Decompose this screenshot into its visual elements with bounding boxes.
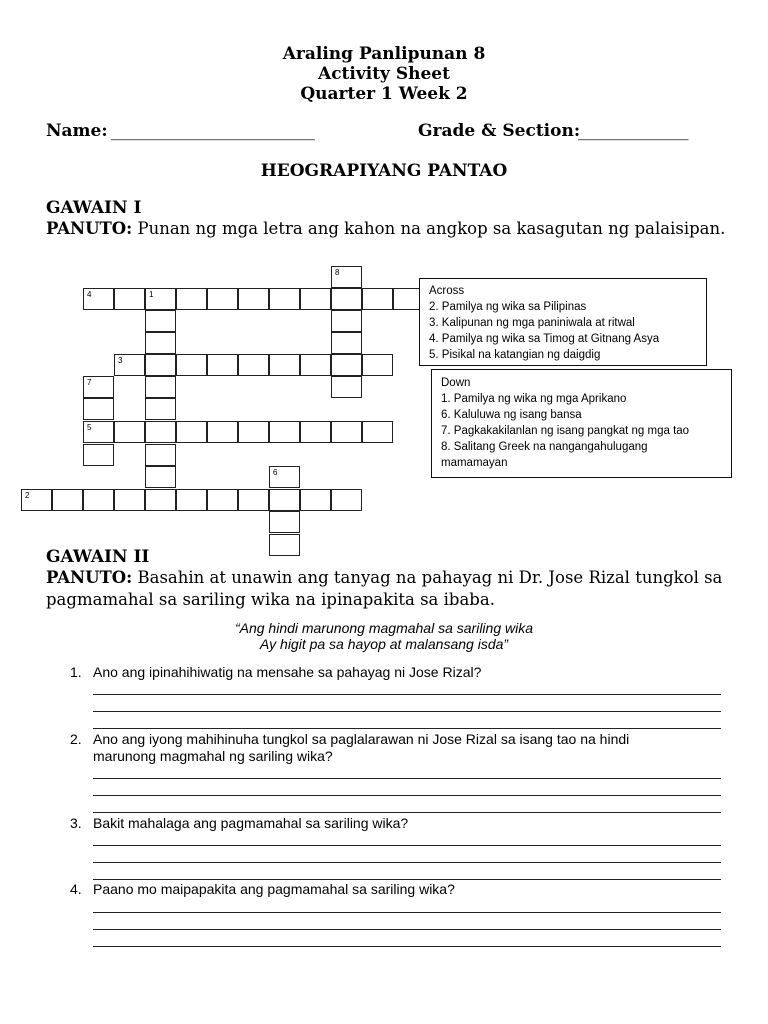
panuto-label: PANUTO:	[46, 568, 133, 587]
panuto-text: Basahin at unawin ang tanyag na pahayag ni Dr. Jose Rizal tungkol sa	[137, 568, 723, 587]
answer-line[interactable]	[93, 711, 721, 712]
quarter-title: Quarter 1 Week 2	[300, 84, 468, 104]
question-text: Ano ang ipinahihiwatig na mensahe sa pahayag ni Jose Rizal?	[93, 664, 482, 680]
crossword-cell[interactable]	[300, 421, 331, 443]
answer-line[interactable]	[93, 929, 721, 930]
crossword-cell[interactable]	[176, 421, 207, 443]
crossword-cell[interactable]	[207, 421, 238, 443]
panuto-label: PANUTO:	[46, 219, 133, 238]
crossword-cell[interactable]	[207, 354, 238, 376]
clue-number: 6	[273, 468, 278, 477]
crossword-cell[interactable]	[207, 489, 238, 511]
crossword-cell[interactable]	[331, 332, 362, 354]
question-text: Paano mo maipapakita ang pagmamahal sa sariling wika?	[93, 881, 455, 897]
crossword-cell[interactable]	[269, 489, 300, 511]
question-number: 4.	[70, 881, 82, 897]
question-number: 2.	[70, 731, 82, 747]
crossword-cell[interactable]	[114, 354, 145, 376]
down-clues-box	[431, 369, 732, 478]
answer-line[interactable]	[93, 862, 721, 863]
crossword-cell[interactable]	[238, 489, 269, 511]
crossword-cell[interactable]	[176, 288, 207, 310]
crossword-cell[interactable]	[145, 354, 176, 376]
rizal-quote-line2: Ay higit pa sa hayop at malansang isda”	[259, 636, 509, 652]
answer-line[interactable]	[93, 946, 721, 947]
clue-number: 8	[335, 268, 340, 277]
crossword-cell[interactable]	[83, 376, 114, 398]
clue-number: 1	[149, 290, 154, 299]
clue-number: 2	[25, 491, 30, 500]
crossword-cell[interactable]	[83, 288, 114, 310]
crossword-cell[interactable]	[238, 354, 269, 376]
crossword-cell[interactable]	[269, 288, 300, 310]
question-text: marunong magmahal ng sariling wika?	[93, 748, 333, 764]
across-clues-box	[419, 278, 707, 366]
answer-line[interactable]	[93, 778, 721, 779]
question-number: 1.	[70, 664, 82, 680]
gawain2-instructions-line1	[46, 567, 722, 589]
crossword-cell[interactable]	[145, 466, 176, 488]
crossword-cell[interactable]	[83, 444, 114, 466]
answer-line[interactable]	[93, 912, 721, 913]
down-clue: mamamayan	[441, 457, 508, 469]
question-text: Ano ang iyong mahihinuha tungkol sa paglalarawan ni Jose Rizal sa isang tao na hindi	[93, 731, 630, 747]
down-clue: 8. Salitang Greek na nangangahulugang	[441, 441, 648, 453]
crossword-cell[interactable]	[269, 421, 300, 443]
crossword-cell[interactable]	[269, 466, 300, 488]
crossword-cell[interactable]	[331, 310, 362, 332]
crossword-cell[interactable]	[176, 489, 207, 511]
crossword-cell[interactable]	[145, 489, 176, 511]
crossword-cell[interactable]	[331, 421, 362, 443]
across-clue: 3. Kalipunan ng mga paniniwala at ritwal	[429, 317, 635, 329]
crossword-cell[interactable]	[362, 354, 393, 376]
crossword-cell[interactable]	[145, 376, 176, 398]
crossword-cell[interactable]	[176, 354, 207, 376]
crossword-cell[interactable]	[300, 288, 331, 310]
crossword-cell[interactable]	[238, 288, 269, 310]
subject-title: Araling Panlipunan 8	[282, 44, 486, 64]
crossword-cell[interactable]	[331, 266, 362, 288]
crossword-cell[interactable]	[114, 421, 145, 443]
answer-line[interactable]	[93, 845, 721, 846]
crossword-cell[interactable]	[300, 489, 331, 511]
crossword-cell[interactable]	[269, 534, 300, 556]
panuto-text: Punan ng mga letra ang kahon na angkop sa kasagutan ng palaisipan.	[137, 219, 726, 238]
grade-section-label: Grade & Section:	[418, 121, 581, 141]
crossword-cell[interactable]	[145, 421, 176, 443]
crossword-cell[interactable]	[145, 310, 176, 332]
crossword-cell[interactable]	[114, 489, 145, 511]
down-clue: 1. Pamilya ng wika ng mga Aprikano	[441, 393, 627, 405]
gawain2-title: GAWAIN II	[46, 547, 150, 567]
crossword-cell[interactable]	[238, 421, 269, 443]
crossword-cell[interactable]	[52, 489, 83, 511]
rizal-quote-line1: “Ang hindi marunong magmahal sa sariling wika	[234, 620, 534, 636]
answer-line[interactable]	[93, 795, 721, 796]
clue-number: 7	[87, 378, 92, 387]
crossword-cell[interactable]	[145, 288, 176, 310]
topic-heading: HEOGRAPIYANG PANTAO	[260, 161, 508, 181]
crossword-cell[interactable]	[83, 489, 114, 511]
crossword-cell[interactable]	[207, 288, 238, 310]
clue-number: 5	[87, 423, 92, 432]
answer-line[interactable]	[93, 694, 721, 695]
question-number: 3.	[70, 815, 82, 831]
clue-number: 4	[87, 290, 92, 299]
crossword-cell[interactable]	[145, 332, 176, 354]
crossword-cell[interactable]	[362, 288, 393, 310]
across-clue: 2. Pamilya ng wika sa Pilipinas	[429, 301, 587, 313]
sheet-title: Activity Sheet	[318, 64, 450, 84]
crossword-cell[interactable]	[21, 489, 52, 511]
down-clue: 6. Kaluluwa ng isang bansa	[441, 409, 582, 421]
crossword-cell[interactable]	[331, 376, 362, 398]
crossword-cell[interactable]	[145, 398, 176, 420]
crossword-cell[interactable]	[300, 354, 331, 376]
crossword-cell[interactable]	[269, 354, 300, 376]
across-clue: 4. Pamilya ng wika sa Timog at Gitnang Asya	[429, 333, 660, 345]
answer-line[interactable]	[93, 812, 721, 813]
crossword-cell[interactable]	[331, 489, 362, 511]
crossword-cell[interactable]	[83, 421, 114, 443]
crossword-cell[interactable]	[331, 354, 362, 376]
crossword-cell[interactable]	[362, 421, 393, 443]
gawain1-title: GAWAIN I	[46, 198, 142, 218]
clue-number: 3	[118, 356, 123, 365]
answer-line[interactable]	[93, 879, 721, 880]
gawain2-instructions-line2: pagmamahal sa sariling wika na ipinapakita sa ibaba.	[46, 590, 495, 609]
crossword-cell[interactable]	[83, 398, 114, 420]
crossword-cell[interactable]	[114, 288, 145, 310]
down-clue: 7. Pagkakakilanlan ng isang pangkat ng mga tao	[441, 425, 690, 437]
name-field[interactable]: ________________________	[111, 121, 315, 141]
across-title: Across	[429, 285, 465, 297]
down-title: Down	[441, 377, 471, 389]
grade-section-field[interactable]: _____________	[578, 121, 689, 141]
question-text: Bakit mahalaga ang pagmamahal sa sariling wika?	[93, 815, 409, 831]
crossword-cell[interactable]	[145, 444, 176, 466]
crossword-cell[interactable]	[269, 511, 300, 533]
name-label: Name:	[46, 121, 108, 141]
crossword-cell[interactable]	[331, 288, 362, 310]
answer-line[interactable]	[93, 728, 721, 729]
across-clue: 5. Pisikal na katangian ng daigdig	[429, 349, 601, 361]
